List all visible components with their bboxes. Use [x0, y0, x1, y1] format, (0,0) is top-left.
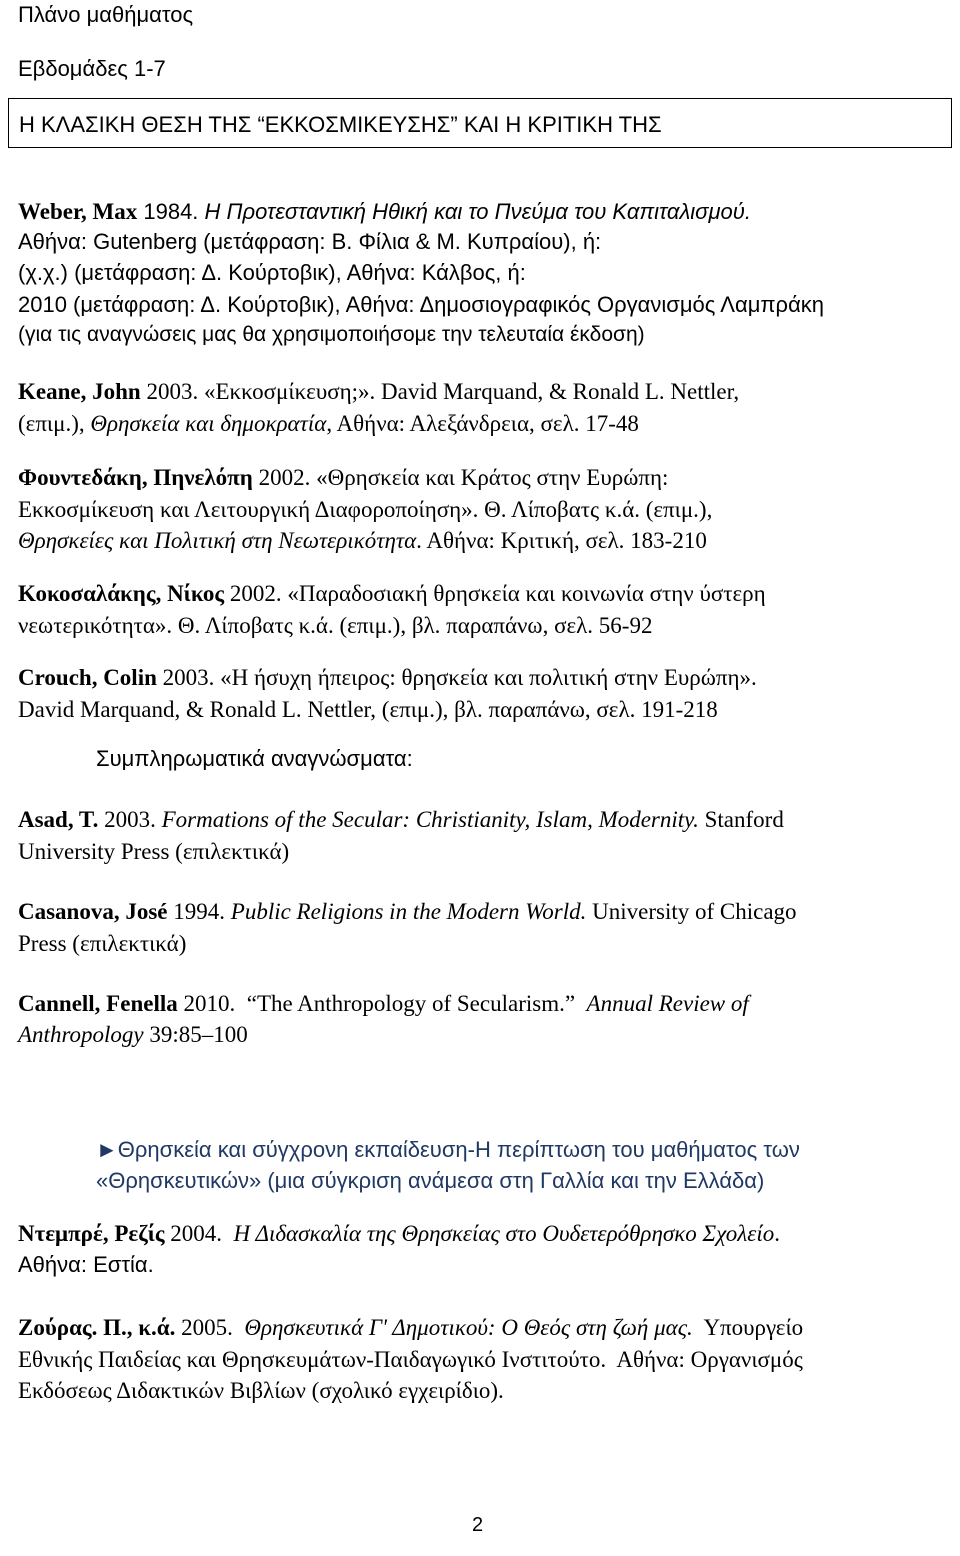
weeks-label: Εβδομάδες 1-7	[18, 56, 166, 81]
ref-zouras-line3: Εκδόσεως Διδακτικών Βιβλίων (σχολικό εγχειρίδιο).	[18, 1378, 504, 1403]
ref-title: Θρησκεία και δημοκρατία	[90, 411, 327, 436]
ref-asad-line1: Asad, T. 2003. Formations of the Secular: Christianity, Islam, Modernity. Stanford	[18, 807, 784, 832]
ref-weber-line5: (για τις αναγνώσεις μας θα χρησιμοποιήσομε την τελευταία έκδοση)	[18, 323, 645, 346]
ref-title: Θρησκευτικά Γ' Δημοτικού: Ο Θεός στη ζωή μας.	[244, 1315, 693, 1340]
ref-weber-line2: Αθήνα: Gutenberg (μετάφραση: Β. Φίλια & Μ. Κυπραίου), ή:	[18, 229, 602, 254]
ref-debray-line2: Αθήνα: Εστία.	[18, 1252, 154, 1277]
ref-author: Keane, John	[18, 379, 141, 404]
ref-fountedaki-line3: Θρησκείες και Πολιτική στη Νεωτερικότητα. Αθήνα: Κριτική, σελ. 183-210	[18, 528, 707, 553]
ref-author: Weber, Max	[18, 199, 138, 224]
page-title: Πλάνο μαθήματος	[18, 2, 194, 27]
supplementary-heading: Συμπληρωματικά αναγνώσματα:	[96, 746, 413, 771]
ref-fountedaki-line1: Φουντεδάκη, Πηνελόπη 2002. «Θρησκεία και Κράτος στην Ευρώπη:	[18, 465, 669, 490]
ref-journal: Annual Review of	[586, 991, 749, 1016]
ref-zouras-line2: Εθνικής Παιδείας και Θρησκευμάτων-Παιδαγωγικό Ινστιτούτο. Αθήνα: Οργανισμός	[18, 1347, 803, 1372]
ref-weber-line3: (χ.χ.) (μετάφραση: Δ. Κούρτοβικ), Αθήνα: Κάλβος, ή:	[18, 260, 526, 285]
arrow-icon: ►	[96, 1137, 118, 1162]
ref-asad-line2: University Press (επιλεκτικά)	[18, 839, 290, 864]
ref-fountedaki-line2: Εκκοσμίκευση και Λειτουργική Διαφοροποίηση». Θ. Λίποβατς κ.ά. (επιμ.),	[18, 497, 713, 522]
ref-author: Ζούρας. Π., κ.ά.	[18, 1315, 176, 1340]
section2-heading-line2: «Θρησκευτικών» (μια σύγκριση ανάμεσα στη Γαλλία και την Ελλάδα)	[96, 1168, 765, 1193]
ref-keane-line2: (επιμ.), Θρησκεία και δημοκρατία, Αθήνα: Αλεξάνδρεια, σελ. 17-48	[18, 411, 639, 436]
ref-title: Η Διδασκαλία της Θρησκείας στο Ουδετερόθρησκο Σχολείο	[233, 1221, 775, 1246]
ref-author: Asad, T.	[18, 807, 99, 832]
ref-kokosalakis-line2: νεωτερικότητα». Θ. Λίποβατς κ.ά. (επιμ.), βλ. παραπάνω, σελ. 56-92	[18, 613, 653, 638]
ref-author: Κοκοσαλάκης, Νίκος	[18, 581, 225, 606]
ref-crouch-line2: David Marquand, & Ronald L. Nettler, (επιμ.), βλ. παραπάνω, σελ. 191-218	[18, 697, 718, 722]
ref-cannell-line1: Cannell, Fenella 2010. “The Anthropology of Secularism.” Annual Review of	[18, 991, 749, 1016]
ref-keane-line1: Keane, John 2003. «Εκκοσμίκευση;». David Marquand, & Ronald L. Nettler,	[18, 379, 740, 404]
ref-journal: Anthropology	[18, 1022, 144, 1047]
ref-weber-line4: 2010 (μετάφραση: Δ. Κούρτοβικ), Αθήνα: Δημοσιογραφικός Οργανισμός Λαμπράκη	[18, 292, 825, 317]
ref-cannell-line2: Anthropology 39:85–100	[18, 1022, 248, 1047]
ref-author: Crouch, Colin	[18, 665, 157, 690]
ref-debray-line1: Ντεμπρέ, Ρεζίς 2004. Η Διδασκαλία της Θρησκείας στο Ουδετερόθρησκο Σχολείο.	[18, 1221, 780, 1246]
ref-title: Θρησκείες και Πολιτική στη Νεωτερικότητα	[18, 528, 417, 553]
section-title: Η ΚΛΑΣΙΚΗ ΘΕΣΗ ΤΗΣ “ΕΚΚΟΣΜΙΚΕΥΣΗΣ” ΚΑΙ Η ΚΡΙΤΙΚΗ ΤΗΣ	[19, 112, 662, 137]
ref-author: Φουντεδάκη, Πηνελόπη	[18, 465, 253, 490]
ref-casanova-line2: Press (επιλεκτικά)	[18, 931, 187, 956]
section-title-box	[8, 98, 952, 148]
ref-author: Ντεμπρέ, Ρεζίς	[18, 1221, 165, 1246]
ref-crouch-line1: Crouch, Colin 2003. «Η ήσυχη ήπειρος: θρησκεία και πολιτική στην Ευρώπη».	[18, 665, 757, 690]
ref-title: Η Προτεσταντική Ηθική και το Πνεύμα του Καπιταλισμού.	[204, 199, 751, 224]
ref-weber-line1: Weber, Max 1984. Η Προτεσταντική Ηθική και το Πνεύμα του Καπιταλισμού.	[18, 199, 751, 224]
ref-kokosalakis-line1: Κοκοσαλάκης, Νίκος 2002. «Παραδοσιακή θρησκεία και κοινωνία στην ύστερη	[18, 581, 766, 606]
section2-heading-line1: ►Θρησκεία και σύγχρονη εκπαίδευση-Η περίπτωση του μαθήματος των	[96, 1137, 800, 1162]
ref-casanova-line1: Casanova, José 1994. Public Religions in the Modern World. University of Chicago	[18, 899, 797, 924]
ref-zouras-line1: Ζούρας. Π., κ.ά. 2005. Θρησκευτικά Γ' Δημοτικού: Ο Θεός στη ζωή μας. Υπουργείο	[18, 1315, 804, 1340]
ref-author: Casanova, José	[18, 899, 168, 924]
ref-title: Formations of the Secular: Christianity, Islam, Modernity.	[161, 807, 699, 832]
page-number: 2	[472, 1514, 484, 1536]
ref-author: Cannell, Fenella	[18, 991, 178, 1016]
ref-title: Public Religions in the Modern World.	[230, 899, 587, 924]
